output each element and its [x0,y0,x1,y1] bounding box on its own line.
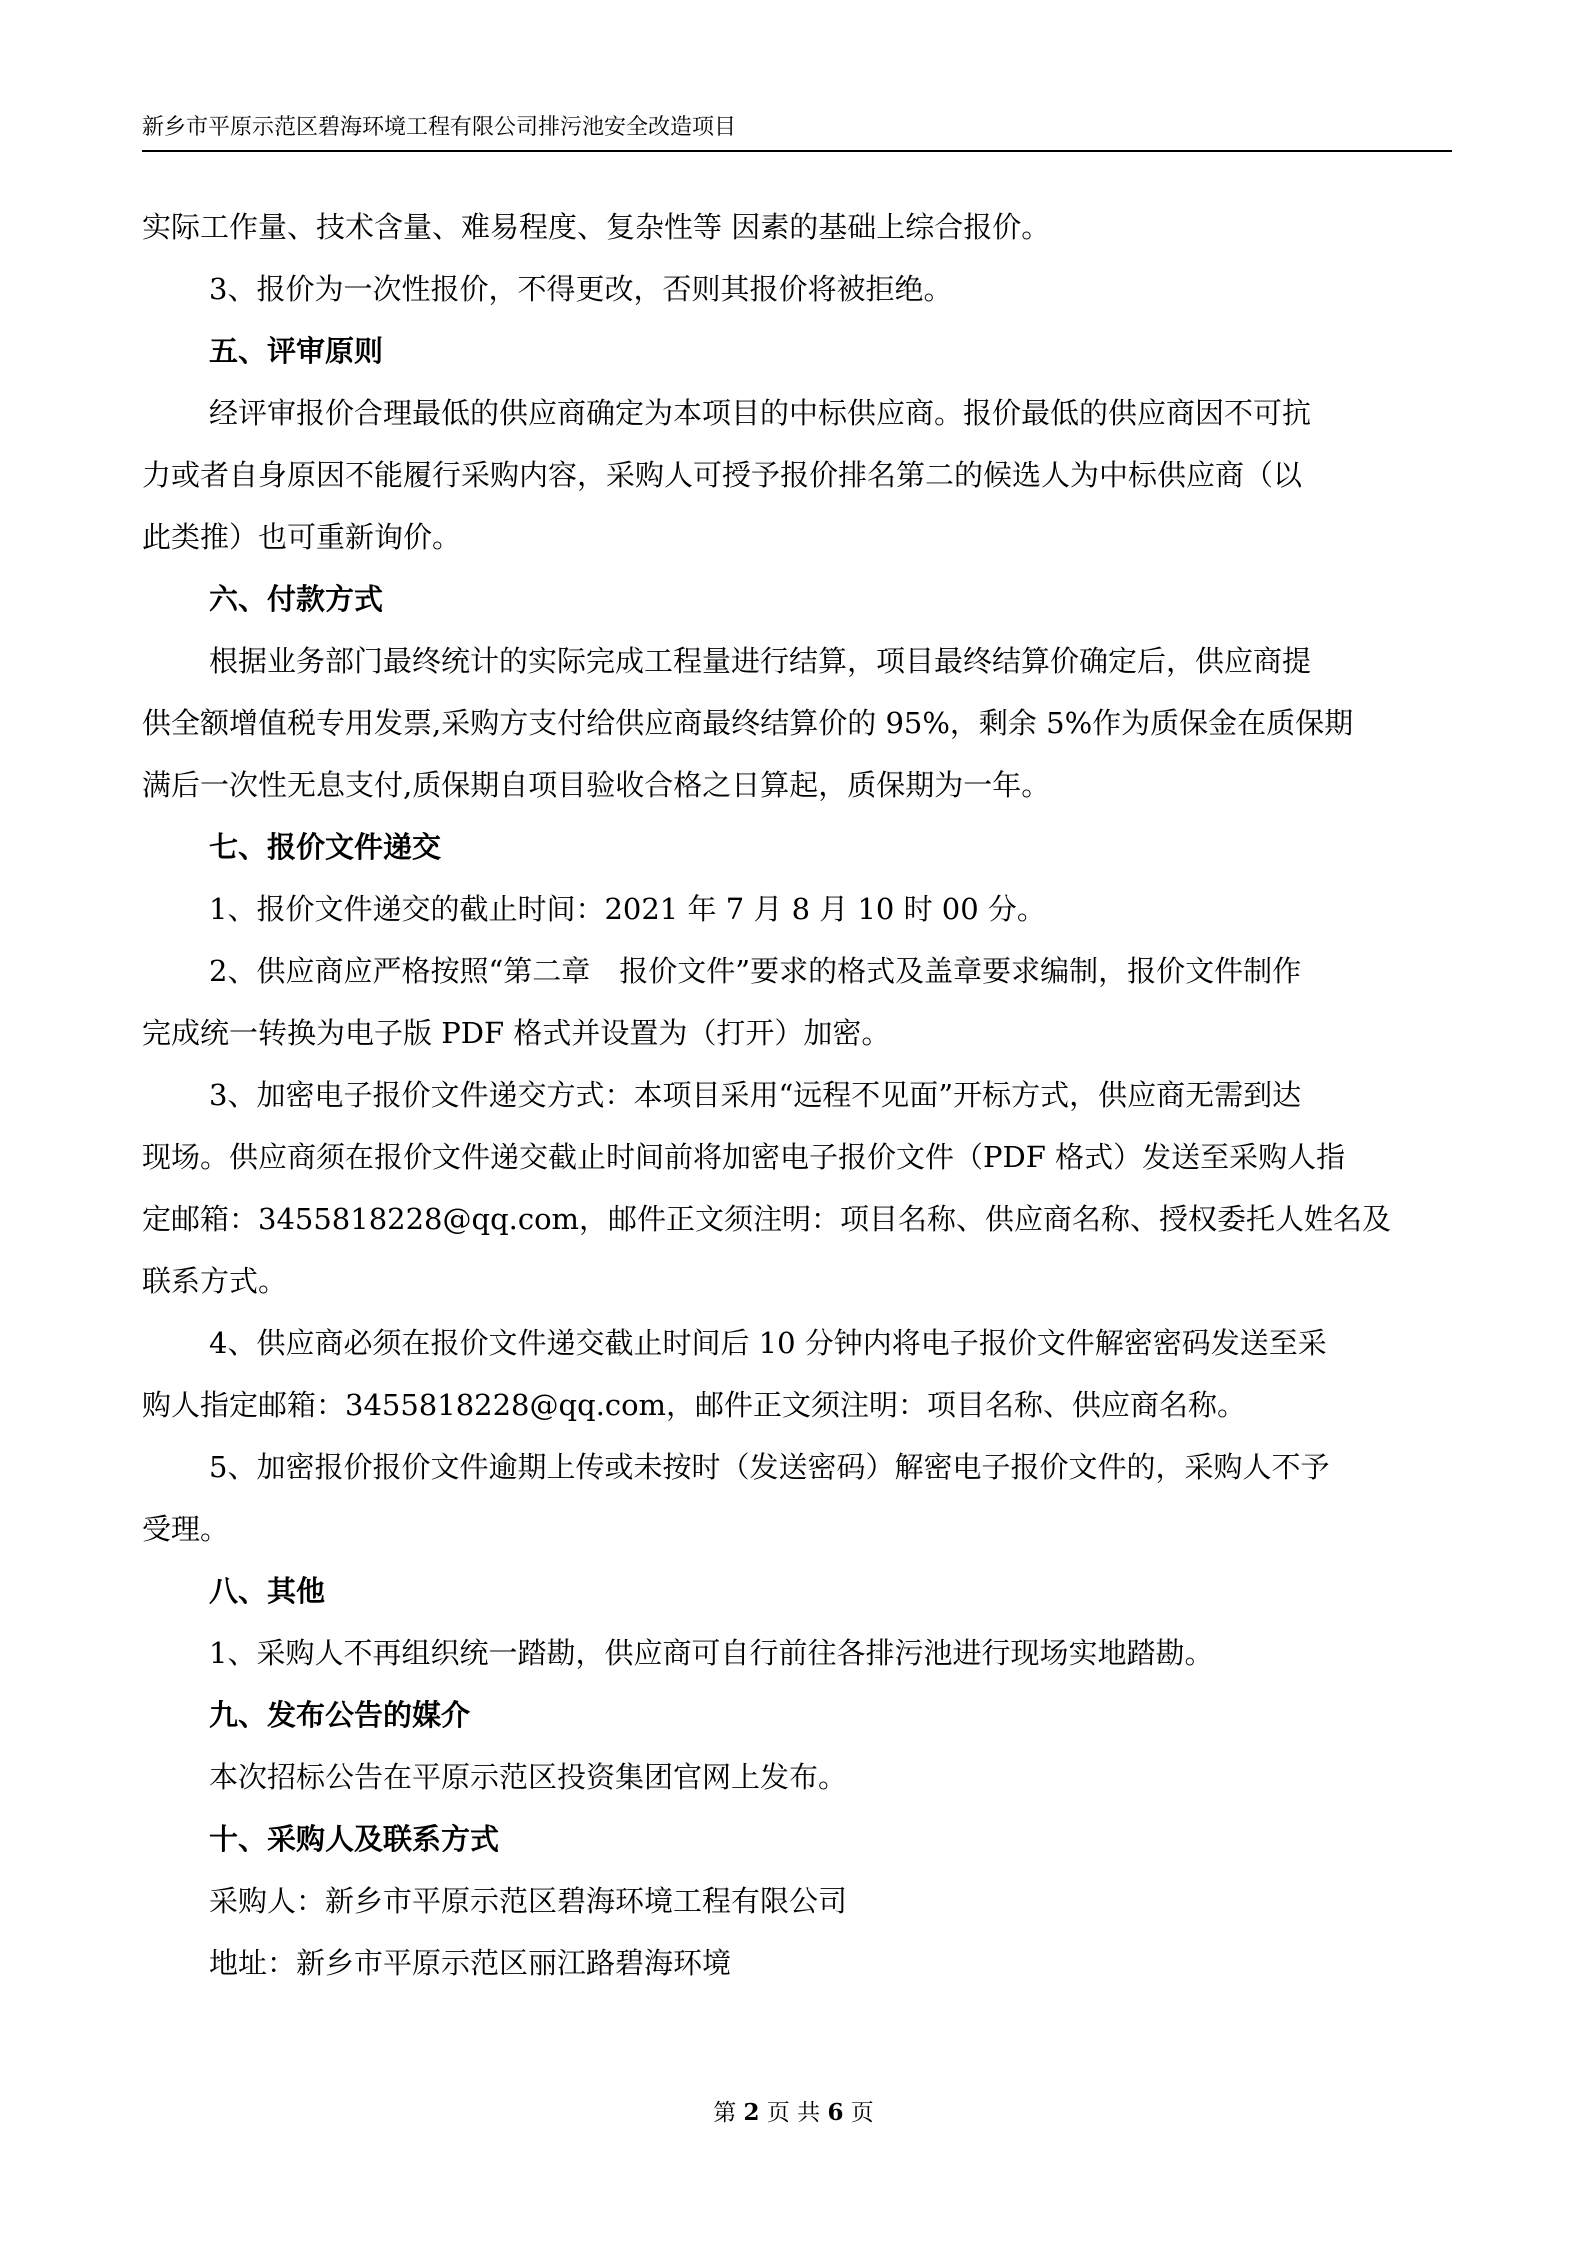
body-text-line: 3、报价为一次性报价，不得更改，否则其报价将被拒绝。 [209,272,953,306]
body-text-line: 联系方式。 [142,1264,288,1298]
body-text-line: 采购人：新乡市平原示范区碧海环境工程有限公司 [209,1884,848,1918]
footer-suffix: 页 [843,2100,874,2126]
section-heading: 十、采购人及联系方式 [209,1822,500,1856]
body-text-line: 完成统一转换为电子版 PDF 格式并设置为（打开）加密。 [142,1016,891,1050]
body-text-line: 此类推）也可重新询价。 [142,520,462,554]
body-text-line: 地址：新乡市平原示范区丽江路碧海环境 [209,1946,732,1980]
page-header [142,108,1452,152]
body-text-line: 3、加密电子报价文件递交方式：本项目采用“远程不见面”开标方式，供应商无需到达 [209,1078,1302,1112]
body-text-line: 2、供应商应严格按照“第二章 报价文件”要求的格式及盖章要求编制，报价文件制作 [209,954,1302,988]
body-text-line: 满后一次性无息支付,质保期自项目验收合格之日算起，质保期为一年。 [142,768,1051,802]
section-heading: 七、报价文件递交 [209,830,442,864]
section-heading: 五、评审原则 [209,334,384,368]
section-heading: 九、发布公告的媒介 [209,1698,471,1732]
header-title: 新乡市平原示范区碧海环境工程有限公司排污池安全改造项目 [142,115,737,140]
footer-middle: 页 共 [759,2100,828,2126]
current-page-number: 2 [743,2099,760,2126]
body-text-line: 1、采购人不再组织统一踏勘，供应商可自行前往各排污池进行现场实地踏勘。 [209,1636,1214,1670]
body-text-line: 5、加密报价报价文件逾期上传或未按时（发送密码）解密电子报价文件的，采购人不予 [209,1450,1330,1484]
page-footer [0,2093,1587,2133]
body-text-line: 购人指定邮箱：3455818228@qq.com，邮件正文须注明：项目名称、供应商名称。 [142,1388,1247,1422]
body-text-line: 力或者自身原因不能履行采购内容，采购人可授予报价排名第二的候选人为中标供应商（以 [142,458,1303,492]
body-text-line: 实际工作量、技术含量、难易程度、复杂性等 因素的基础上综合报价。 [142,210,1051,244]
body-text-line: 经评审报价合理最低的供应商确定为本项目的中标供应商。报价最低的供应商因不可抗 [209,396,1312,430]
body-text-line: 现场。供应商须在报价文件递交截止时间前将加密电子报价文件（PDF 格式）发送至采购人指 [142,1140,1346,1174]
body-text-line: 定邮箱：3455818228@qq.com，邮件正文须注明：项目名称、供应商名称、授权委托人姓名及 [142,1202,1392,1236]
total-pages-number: 6 [827,2099,844,2126]
body-text-line: 供全额增值税专用发票,采购方支付给供应商最终结算价的 95%，剩余 5%作为质保金在质保期 [142,706,1354,740]
footer-prefix: 第 [713,2100,744,2126]
body-text-line: 本次招标公告在平原示范区投资集团官网上发布。 [209,1760,848,1794]
body-text-line: 1、报价文件递交的截止时间：2021 年 7 月 8 月 10 时 00 分。 [209,892,1046,926]
body-text-line: 受理。 [142,1512,230,1546]
body-text-line: 根据业务部门最终统计的实际完成工程量进行结算，项目最终结算价确定后，供应商提 [209,644,1312,678]
body-text-line: 4、供应商必须在报价文件递交截止时间后 10 分钟内将电子报价文件解密密码发送至采 [209,1326,1327,1360]
section-heading: 六、付款方式 [209,582,384,616]
section-heading: 八、其他 [209,1574,326,1608]
document-body [142,196,1452,1994]
